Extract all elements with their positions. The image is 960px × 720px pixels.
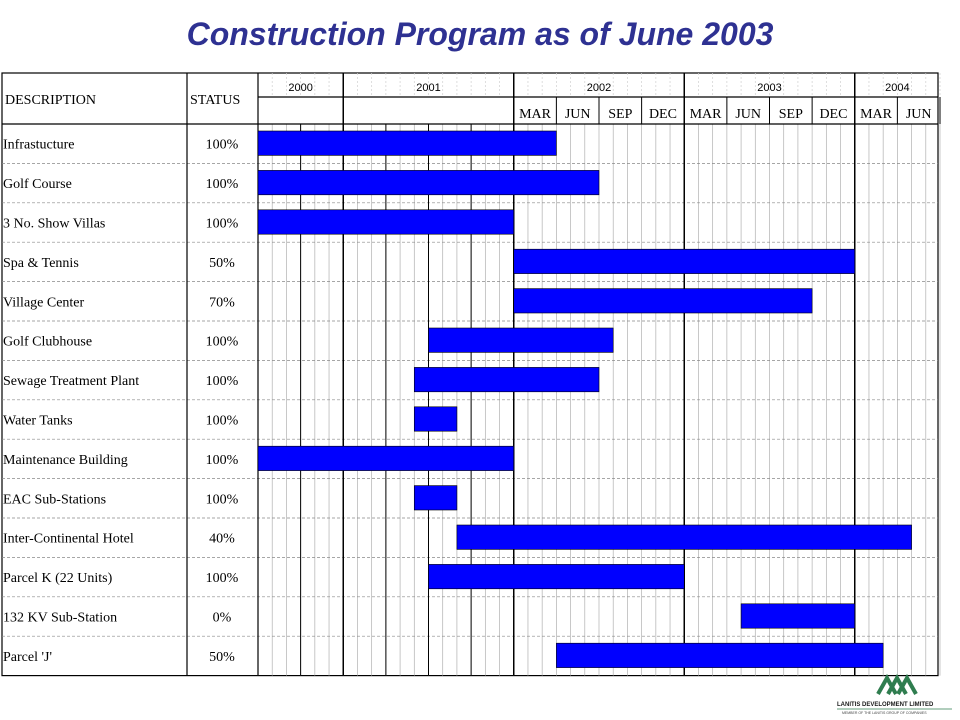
year-label: 2002	[586, 82, 612, 94]
quarter-label: SEP	[778, 107, 803, 122]
task-bar	[514, 249, 855, 273]
task-bar	[258, 446, 514, 470]
task-description: Village Center	[3, 295, 85, 311]
task-status: 50%	[209, 649, 235, 665]
year-label: 2003	[757, 82, 782, 94]
task-description: Golf Course	[3, 177, 72, 193]
task-description: 3 No. Show Villas	[3, 216, 106, 232]
task-description: Inter-Continental Hotel	[3, 531, 134, 547]
quarter-label: JUN	[905, 107, 932, 122]
task-bar	[414, 486, 457, 510]
logo-subline: MEMBER OF THE LANITIS GROUP OF COMPANIES	[842, 711, 927, 715]
task-status: 70%	[209, 295, 235, 311]
quarter-label: MAR	[860, 107, 893, 122]
page-title: Construction Program as of June 2003	[186, 16, 774, 52]
task-status: 100%	[205, 374, 239, 390]
quarter-label: DEC	[648, 107, 677, 122]
task-bar	[414, 367, 599, 391]
quarter-label: DEC	[819, 107, 848, 122]
task-status: 100%	[205, 334, 239, 350]
task-description: Maintenance Building	[3, 452, 128, 468]
task-description: Parcel K (22 Units)	[3, 571, 113, 587]
quarter-label: JUN	[564, 107, 591, 122]
task-description: Golf Clubhouse	[3, 334, 93, 350]
task-description: Parcel 'J'	[3, 649, 52, 665]
task-bar	[514, 289, 812, 313]
quarter-label: SEP	[608, 107, 633, 122]
quarter-label: MAR	[519, 107, 552, 122]
task-bar	[457, 525, 912, 549]
task-bar	[741, 604, 855, 628]
task-bar	[258, 170, 599, 194]
task-status: 0%	[212, 610, 232, 626]
logo-mark-icon	[878, 678, 916, 694]
task-status: 100%	[205, 452, 239, 468]
task-status: 100%	[205, 492, 239, 508]
task-bar	[429, 564, 685, 588]
logo-name: LANITIS DEVELOPMENT LIMITED	[837, 702, 934, 708]
task-status: 100%	[205, 413, 239, 429]
task-description: EAC Sub-Stations	[3, 492, 107, 508]
year-label: 2004	[885, 82, 910, 94]
task-description: Spa & Tennis	[3, 255, 79, 271]
status-header: STATUS	[190, 93, 241, 108]
task-status: 100%	[205, 137, 239, 153]
task-bar	[414, 407, 457, 431]
task-description: 132 KV Sub-Station	[3, 610, 118, 626]
quarter-label: MAR	[689, 107, 722, 122]
task-description: Sewage Treatment Plant	[3, 374, 140, 390]
task-status: 100%	[205, 571, 239, 587]
task-status: 50%	[209, 255, 235, 271]
task-status: 40%	[209, 531, 235, 547]
task-status: 100%	[205, 177, 239, 193]
year-label: 2001	[416, 82, 441, 94]
task-bar	[556, 643, 883, 667]
task-status: 100%	[205, 216, 239, 232]
task-bar	[258, 210, 514, 234]
quarter-label: JUN	[735, 107, 762, 122]
description-header: DESCRIPTION	[5, 93, 97, 108]
task-bar	[429, 328, 614, 352]
company-logo	[836, 664, 954, 718]
task-description: Water Tanks	[3, 413, 73, 429]
task-description: Infrastucture	[3, 137, 75, 153]
year-label: 2000	[288, 82, 313, 94]
task-bar	[258, 131, 556, 155]
